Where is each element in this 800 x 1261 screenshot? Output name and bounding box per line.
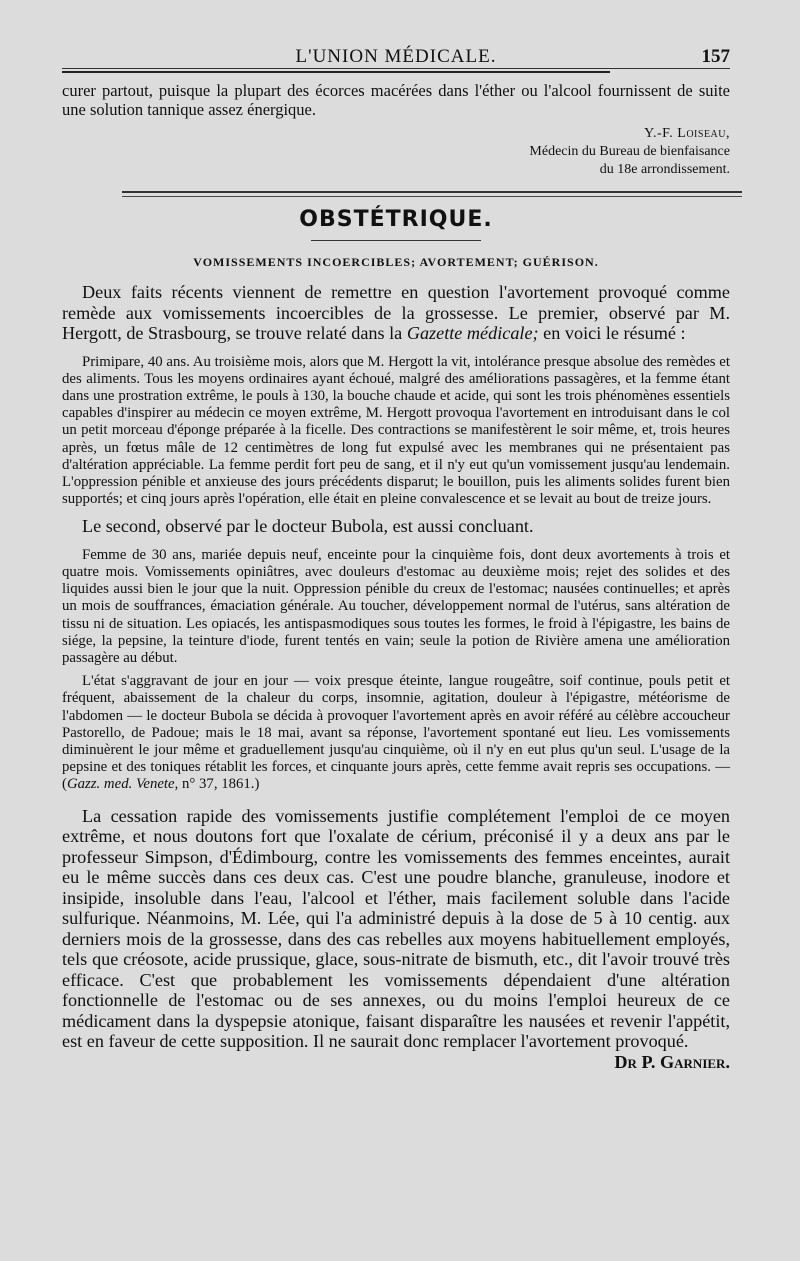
case-two-text: L'état s'aggravant de jour en jour — voix presque éteinte, langue rougeâtre, soif continue, pouls petit et fréquent, abaissement de la chaleur du corps, insomnie, agitation, douleur à l'épigastre, météorisme de l'abdomen — le docteur Bubola se décida à provoquer l'avortement après en avoir référé au célèbre accoucheur Pastorello, de Padoue; mais le 18 mai, avant sa réponse, l'avortement spontané eut lieu. Les vomissements diminuèrent le jour même et graduellement jusqu'au cinquième, où il n'y en eut plus qu'un seul. L'usage de la pepsine et des toniques rétablit les forces, et cinquante jours après, cette femme avait repris ses occupations. — ( [62,673,730,793]
section-title: OBSTÉTRIQUE. [299,207,493,232]
intro-paragraph [62,282,730,344]
previous-article-closing: curer partout, puisque la plupart des écorces macérées dans l'éther ou l'alcool fournissent de suite une solution tannique assez énergique. [62,81,730,119]
case-one: Primipare, 40 ans. Au troisième mois, alors que M. Hergott la vit, intolérance presque absolue des remèdes et des aliments. Tous les moyens ordinaires ayant échoué, malgré des améliorations passagères, et la femme étant dans une prostration extrême, le pouls à 130, la bouche chaude et acide, qui sont les trois phénomènes essentiels capables d'inspirer au médecin ce moyen extrême, M. Hergott provoqua l'avortement en introduisant dans le col un petit morceau d'éponge préparée à la ficelle. Des contractions se manifestèrent le soir même, et, trois heures après, un fœtus mâle de 12 centimètres de long fut expulsé avec les membranes qui ne présentaient pas d'altération appréciable. La femme perdit fort peu de sang, et il n'y eut qu'un vomissement jusqu'au lendemain. L'oppression pénible et anxieuse des jours précédents disparut; le bouillon, puis les aliments solides furent bien supportés; et cinq jours après l'opération, elle était en pleine convalescence et se levait au bout de treize jours. [62,353,730,508]
section-subtitle: VOMISSEMENTS INCOERCIBLES; AVORTEMENT; GUÉRISON. [193,255,599,269]
running-head [62,38,730,69]
conclusion-paragraph [62,805,730,1072]
previous-author: Y.-F. Loiseau, [644,126,730,141]
intro-end: en voici le résumé : [538,323,686,343]
previous-author-district: du 18e arrondissement. [599,162,730,177]
case-two-part-two [62,673,730,793]
case-two-part-one: Femme de 30 ans, mariée depuis neuf, enceinte pour la cinquième fois, dont deux avortements à trois et quatre mois. Vomissements opiniâtres, avec douleurs d'estomac au deuxième mois; rejet des solides et des liquides aussi bien le jour que la nuit. Oppression pénible du creux de l'estomac; nausées continuelles; et après un mois de souffrances, émaciation générale. Au toucher, développement normal de l'utérus, sans altération de tissu ni de situation. Les opiacés, les antispasmodiques sous toutes les formes, le froid à l'épigastre, les bains de siége, la pepsine, la teinture d'iode, furent tentés en vain; seule la potion de Rivière amena une amélioration passagère au début. [62,546,730,667]
previous-author-role: Médecin du Bureau de bienfaisance [529,144,730,159]
case-two-source: Gazz. med. Venete [66,776,175,793]
author-signature: Dr P. Garnier. [614,1051,730,1072]
header-rule [62,71,610,73]
previous-article-signature [62,125,730,179]
intro-source: Gazette médicale; [406,323,539,343]
intro-text: Deux faits récents viennent de remettre en question l'avortement provoqué comme remède aux vomissements incoercibles de la grossesse. Le premier, observé par M. Hergott, de Strasbourg, se trouve relaté dans la [62,282,730,343]
transition-paragraph: Le second, observé par le docteur Bubola, est aussi concluant. [82,516,534,537]
title-rule [311,240,481,241]
conclusion-text: La cessation rapide des vomissements justifie complétement l'emploi de ce moyen extrême, et nous doutons fort que l'oxalate de cérium, préconisé il y a deux ans par le professeur Simpson, d'Édimbourg, contre les vomissements des femmes enceintes, aurait eu le même succès dans ces deux cas. C'est une poudre blanche, granuleuse, inodore et insipide, insoluble dans l'eau, l'alcool et l'éther, mais facilement soluble dans l'acide sulfurique. Néanmoins, M. Lée, qui l'a administré depuis à la dose de 5 à 10 centig. aux derniers mois de la grossesse, dans des cas rebelles aux moyens habituellement employés, tels que créosote, acide prussique, glace, sous-nitrate de bismuth, etc., dit l'avoir trouvé très efficace. C'est que probablement les vomissements dépendaient d'une altération fonctionnelle de l'estomac ou de ses annexes, ou du moins l'emploi heureux de ce médicament dans la dyspepsie atonique, faisant disparaître les nausées et revenir l'appétit, est en faveur de cette supposition. Il ne saurait donc remplacer l'avortement provoqué. [62,805,730,1052]
case-two-end: , n° 37, 1861.) [174,776,260,793]
journal-title: L'UNION MÉDICALE. [295,46,497,67]
page-number: 157 [701,46,730,67]
section-separator [122,191,742,197]
